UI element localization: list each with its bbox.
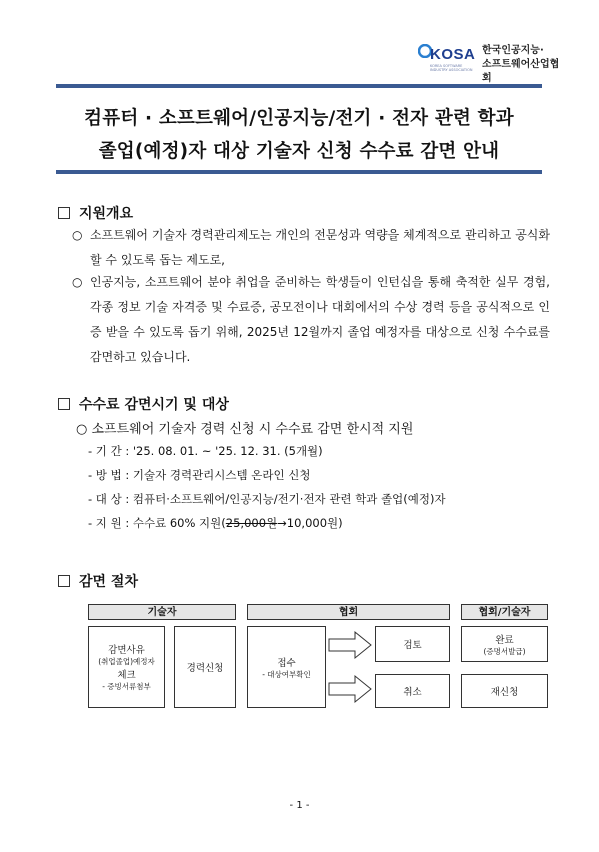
checkbox-square-icon [58,398,70,410]
flow-arrows [327,626,375,708]
logo-wordmark: KOSA [430,46,476,63]
section-heading-text: 감면 절차 [79,574,138,590]
kosa-logo [418,40,568,84]
support-new-fee: →10,000원) [277,516,343,530]
circle-bullet-icon: ○ [72,275,83,289]
header-applicant: 기술자 [88,604,236,620]
section-period-heading [58,394,229,414]
title-line2: 졸업(예정)자 대상 기술자 신청 수수료 감면 안내 [98,141,500,162]
support-prefix: - 지 원 : 수수료 60% 지원( [88,516,226,530]
step3-line2: - 대상여부확인 [262,669,311,679]
header-association-applicant: 협회/기술자 [461,604,548,620]
title-line1: 컴퓨터 · 소프트웨어/인공지능/전기 · 전자 관련 학과 [84,108,514,129]
circle-bullet-icon: ○ [76,422,92,437]
section-heading-text: 수수료 감면시기 및 대상 [79,397,229,413]
step-reason-check [88,626,165,708]
period-bullet-text: 소프트웨어 기술자 경력 신청 시 수수료 감면 한시적 지원 [91,422,414,437]
overview-bullet-2-text: 인공지능, 소프트웨어 분야 취업을 준비하는 학생들이 인턴십을 통해 축적한 실무 경험, 각종 정보 기술 자격증 및 수료증, 공모전이나 대회에서의 수상 경력 등을 공식적으로 인증 받을 수 있도록 돕기 위해, 2025년 12월까지 졸업 예정자를 대상으로 신청 수수료를 감면하고 있습니다. [90,275,550,364]
overview-bullet-2 [72,270,550,370]
cancel-label: 취소 [403,687,422,698]
page-number: - 1 - [289,800,310,811]
period-bullet [76,418,413,437]
arrow-right-icon [329,632,371,658]
step1-line3: 체크 [117,670,136,681]
section-procedure-heading [58,571,138,591]
section-overview-heading [58,203,133,223]
section-heading-text: 지원개요 [79,206,134,222]
target-line: - 대 상 : 컴퓨터·소프트웨어/인공지능/전기·전자 관련 학과 졸업(예정)자 [88,492,446,506]
step1-line2: (취업졸업)예정자 [98,657,155,666]
support-old-fee: 25,000원 [225,516,278,530]
step-review [375,626,450,662]
title-bottom-rule [56,170,542,174]
logo-mark [418,44,476,72]
logo-org-name [482,44,568,86]
period-line: - 기 간 : '25. 08. 01. ~ '25. 12. 31. (5개월) [88,444,323,458]
complete-line2: (증명서발급) [483,646,526,656]
step2-label: 경력신청 [186,663,224,674]
logo-tagline: KOREA SOFTWARE INDUSTRY ASSOCIATION [430,64,473,72]
method-line: - 방 법 : 기술자 경력관리시스템 온라인 신청 [88,468,311,482]
step-career-apply [174,626,236,708]
arrow-right-icon [329,676,371,702]
step1-line1: 감면사유 [108,645,145,656]
checkbox-square-icon [58,207,70,219]
step3-line1: 접수 [277,657,296,669]
logo-org-line2: 소프트웨어산업협회 [482,59,560,84]
review-label: 검토 [403,640,422,651]
step-cancel [375,674,450,708]
header-association: 협회 [247,604,450,620]
step-receipt [247,626,326,708]
complete-line1: 완료 [495,634,514,646]
title-top-rule [56,84,542,88]
checkbox-square-icon [58,575,70,587]
support-line [88,515,343,531]
step1-line4: - 증빙서류첨부 [102,682,151,691]
step-complete [461,626,548,662]
circle-bullet-icon: ○ [72,228,83,242]
overview-bullet-1 [72,223,550,273]
logo-org-line1: 한국인공지능· [482,45,544,56]
step-reapply [461,674,548,708]
overview-bullet-1-text: 소프트웨어 기술자 경력관리제도는 개인의 전문성과 역량을 체계적으로 관리하고 공식화할 수 있도록 돕는 제도로, [90,228,550,267]
reapply-label: 재신청 [490,687,519,698]
